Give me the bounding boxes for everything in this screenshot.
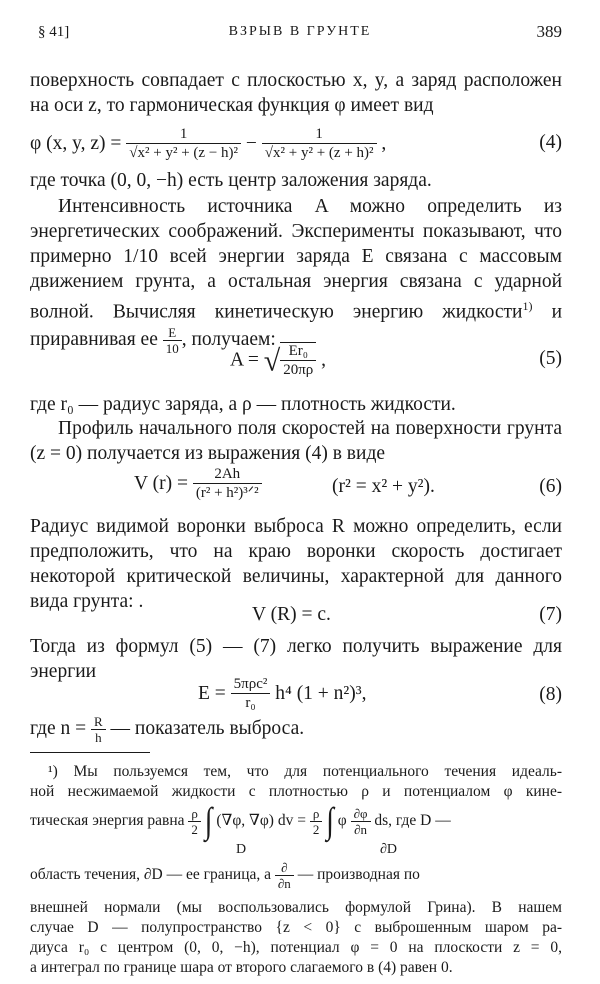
footnote-divider (30, 752, 150, 753)
paragraph-2: где точка (0, 0, −h) есть центр заложения заряда. (30, 170, 432, 191)
fn-fraction-rho-2a: $\frac{\rho}{2}$ (188, 806, 201, 837)
footnote-line-7: диуса r₀ с центром (0, 0, −h), потенциал φ = 0 на плоскости z = 0, (30, 939, 562, 956)
eq8-number: (8) (539, 684, 562, 705)
fn-fraction-dphi-dn: $\frac{\partial\varphi}{\partial n}$ (351, 806, 371, 837)
eq7-expression: V (R) = c. (252, 604, 331, 625)
eq4-fraction-2: $\frac{1}{\text{√x² + y² + (z + h)²}}$ (262, 126, 377, 163)
eq6-condition: (r² = x² + y²). (332, 476, 435, 497)
equation-4: φ (x, y, z) = $\frac{1}{\text{√x² + y² + (z − h)²}}$ − $\frac{1}{\text{√x² + y² + (z + h)²}}$ , (4) (30, 126, 562, 161)
footnote-line-5: внешней нормали (мы воспользовались формулой Грина). В нашем (30, 899, 562, 916)
eq8-lhs: E = (198, 682, 226, 704)
integral-sign: ∫ (326, 801, 334, 842)
integral-domain-dD: ∂D (380, 842, 398, 857)
eq4-number: (4) (539, 132, 562, 153)
running-title: ВЗРЫВ В ГРУНТЕ (228, 24, 372, 39)
footnote-line-6: случае D — полупространство {z < 0} с выброшенным шаром ра- (30, 919, 562, 936)
paragraph-1: поверхность совпадает с плоскостью x, y, а заряд расположен на оси z, то гармоническая функция φ имеет вид (30, 70, 562, 116)
section-ref: § 41] (38, 24, 70, 40)
sqrt-sign: √ (263, 344, 281, 378)
footnote-line-1: ¹) Мы пользуемся тем, что для потенциального течения идеаль- (48, 763, 562, 780)
paragraph-3: Интенсивность источника A можно определить из энергетических соображений. Эксперименты показывают, что примерно 1/10 всей энергии заряда E связана с массовым движением грунта, а остальная энергия связана с ударной волной. Вычисляя кинетическую энергию жидкости$^{1)}$ и приравнивая ее $\frac{E}{10}$ , получаем: (30, 196, 563, 356)
paragraph-7: Тогда из формул (5) — (7) легко получить выражение для энергии (30, 636, 562, 682)
integral-sign: ∫ (204, 801, 213, 842)
footnote-line-2: ной несжимаемой жидкости с плотностью ρ и потенциалом φ кине- (30, 783, 562, 800)
paragraph-8: где n = $\frac{R}{h}$ — показатель выброса. (30, 714, 305, 745)
fraction-R-h: $\frac{R}{h}$ (91, 714, 106, 745)
fn-fraction-d-dn: $\frac{\partial}{\partial n}$ (275, 860, 294, 891)
eq4-lhs: φ (x, y, z) = (30, 132, 122, 154)
equation-8: E = $\frac{\text{5πρc²}}{\text{r₀}}$ h⁴ (1 + n²)³, (8) (198, 676, 562, 711)
footnote-marker: 1) (522, 299, 533, 313)
equation-5: A = √ $\frac{\text{Er₀}}{20\pi\rho}$ , (5) (230, 343, 562, 378)
paragraph-4: где r₀ — радиус заряда, а ρ — плотность жидкости. (30, 394, 456, 415)
equation-6 (30, 464, 562, 504)
footnote-line-8: а интеграл по границе шара от второго слагаемого в (4) равен 0. (30, 959, 453, 976)
eq5-fraction: $\frac{\text{Er₀}}{20\pi\rho}$ (280, 342, 316, 380)
footnote-formula-line: тическая энергия равна $\frac{\rho}{2}$ ∫ (∇φ, ∇φ) dv = $\frac{\rho}{2}$ ∫ φ $\frac{\partial\varphi}{\partial n}$ ds, где D — (30, 801, 451, 842)
eq6-fraction: $\frac{2Ah}{\text{(r² + h²)³ᐟ²}}$ (193, 466, 262, 503)
eq5-number: (5) (539, 348, 562, 369)
integral-domain-D: D (236, 842, 247, 857)
fn-fraction-rho-2b: $\frac{\rho}{2}$ (310, 806, 323, 837)
paragraph-6: Радиус видимой воронки выброса R можно определить, если предположить, что на краю воронки скорость достигает некоторой критической величины, характерной для данного вида грунта: . (30, 516, 562, 612)
eq8-fraction: $\frac{\text{5πρc²}}{\text{r₀}}$ (231, 676, 271, 713)
footnote-line-4: область течения, ∂D — ее граница, а $\frac{\partial}{\partial n}$ — производная по (30, 860, 420, 891)
eq6-number: (6) (539, 476, 562, 497)
eq4-minus: − (245, 132, 257, 154)
eq7-number: (7) (539, 604, 562, 625)
eq4-fraction-1: $\frac{1}{\text{√x² + y² + (z − h)²}}$ (126, 126, 241, 163)
eq6-lhs: V (r) = (134, 472, 188, 494)
fraction-E-10: $\frac{E}{10}$ (163, 325, 182, 356)
running-header (38, 22, 562, 46)
paragraph-5: Профиль начального поля скоростей на поверхности грунта (z = 0) получается из выражения (4) в виде (30, 418, 562, 464)
eq5-lhs: A = (230, 349, 259, 371)
page-number: 389 (536, 22, 562, 41)
